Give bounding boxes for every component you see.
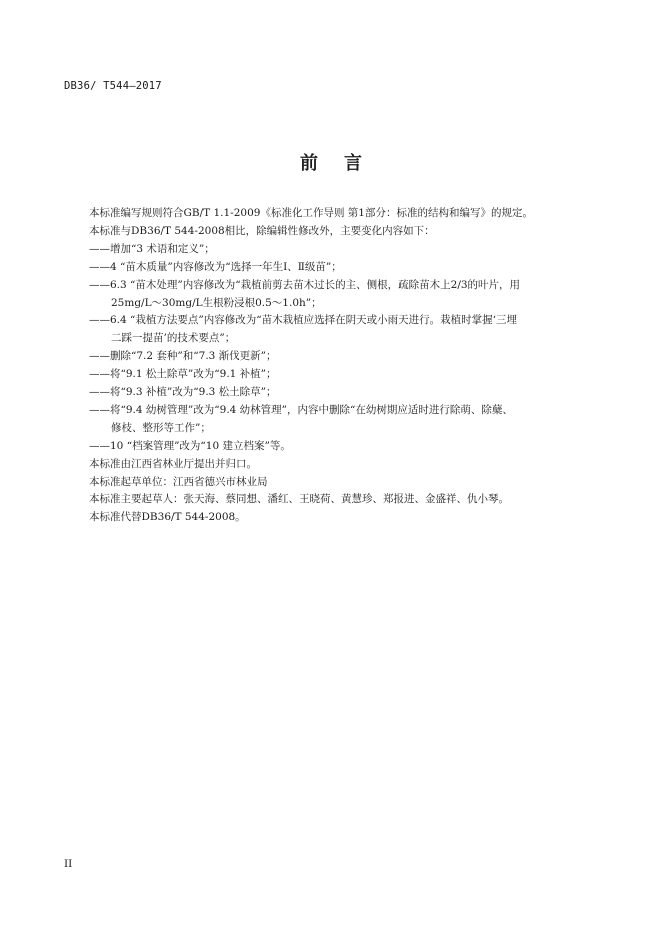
body-line: 本标准主要起草人：张天海、蔡同想、潘红、王晓荷、黄慧珍、郑报进、金盛祥、仇小琴。 [89, 493, 509, 505]
body-line: 本标准由江西省林业厅提出并归口。 [89, 458, 257, 470]
body-line: ——6.3 “苗木处理”内容修改为“栽植前剪去苗木过长的主、侧根，疏除苗木上2/3的叶片，用 [89, 279, 521, 291]
body-line: ——删除“7.2 套种”和“7.3 渐伐更新”； [89, 350, 277, 362]
body-line: ——4 “苗木质量”内容修改为“选择一年生Ⅰ、Ⅱ级苗”； [89, 261, 342, 273]
body-line: 本标准起草单位：江西省德兴市林业局 [89, 476, 268, 488]
page-number: II [64, 858, 73, 870]
page-title: 前言 [300, 153, 388, 174]
body-line: 本标准代替DB36/T 544-2008。 [89, 511, 246, 523]
body-line: ——将“9.4 幼树管理”改为“9.4 幼林管理”，内容中删除“在幼树期应适时进行除萌、除蘖、 [89, 404, 513, 416]
document-code: DB36/ T544—2017 [64, 80, 162, 92]
body-line: ——将“9.3 补植”改为“9.3 松土除草”； [89, 386, 277, 398]
body-line: ——增加“3 术语和定义”； [89, 243, 215, 255]
body-line: 本标准编写规则符合GB/T 1.1-2009《标准化工作导则 第1部分：标准的结构和编写》的规定。 [89, 207, 533, 219]
body-line: ——将“9.1 松土除草”改为“9.1 补植”； [89, 368, 277, 380]
body-line-continuation: 二踩一提苗’的技术要点”； [111, 332, 236, 344]
body-line-continuation: 修枝、整形等工作”； [111, 422, 211, 434]
body-line: ——10 “档案管理”改为“10 建立档案”等。 [89, 440, 291, 452]
body-line: ——6.4 “栽植方法要点”内容修改为“苗木栽植应选择在阴天或小雨天进行。栽植时掌握‘三埋 [89, 314, 517, 326]
body-line-continuation: 25mg/L～30mg/L生根粉浸根0.5～1.0h”； [111, 297, 322, 309]
body-line: 本标准与DB36/T 544-2008相比，除编辑性修改外，主要变化内容如下： [89, 225, 435, 237]
